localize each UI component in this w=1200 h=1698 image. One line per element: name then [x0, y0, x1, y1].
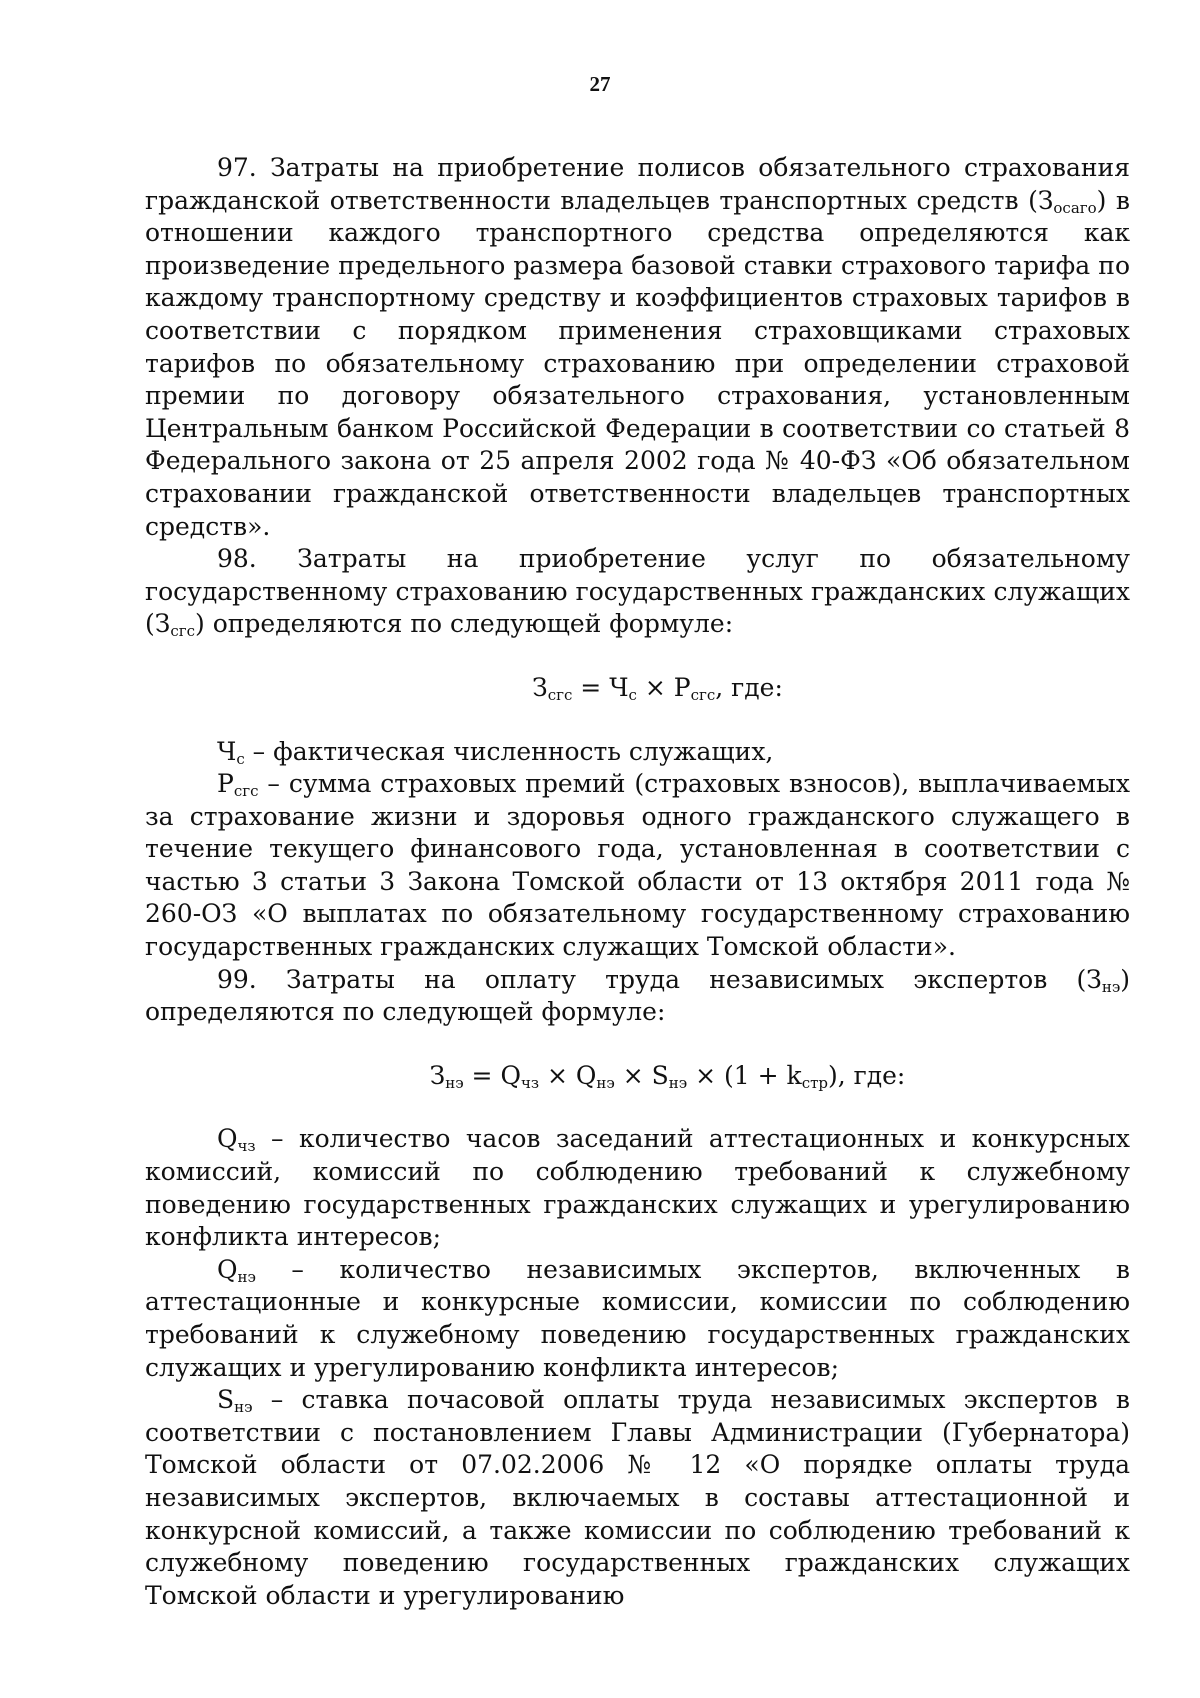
formula-zsgs — [145, 672, 1130, 705]
p98-text-end: ) определяются по следующей формуле: — [195, 609, 734, 639]
formula2-term: × S — [614, 1060, 669, 1090]
formula1-subscript: сгс — [690, 685, 716, 704]
def-subscript: сгс — [233, 782, 259, 801]
p97-text-start: 97. Затраты на приобретение полисов обязательного страхования гражданской ответственности владельцев транспортных средств (З — [145, 153, 1130, 215]
def-symbol: Q — [217, 1124, 238, 1154]
paragraph-98 — [145, 543, 1130, 641]
formula1-term: З — [532, 672, 548, 702]
formula1-subscript: с — [628, 685, 637, 704]
def-symbol: Р — [217, 769, 234, 799]
formula-zne — [145, 1060, 1130, 1093]
p99-text-start: 99. Затраты на оплату труда независимых экспертов (З — [217, 964, 1102, 994]
def-subscript: нэ — [237, 1267, 256, 1286]
def-symbol: Ч — [217, 736, 237, 766]
def-text: – сумма страховых премий (страховых взносов), выплачиваемых за страхование жизни и здоровья одного гражданского служащего в течение текущего финансового года, установленная в соответствии с частью 3 статьи 3 Закона Томской области от 13 октября 2011 года № 260-ОЗ «О выплатах по обязательному государственному страхованию государственных гражданских служащих Томской области». — [145, 769, 1130, 962]
p98-subscript: сгс — [170, 622, 196, 641]
definition-chs — [145, 736, 1130, 769]
definition-qchz — [145, 1123, 1130, 1253]
p97-subscript: осаго — [1053, 198, 1097, 217]
formula2-term: З — [429, 1060, 446, 1090]
p97-text-end: ) в отношении каждого транспортного средства определяются как произведение предельного размера базовой ставки страхового тарифа по каждому транспортному средству и коэффициентов страховых тарифов в соответствии с порядком применения страховщиками страховых тарифов по обязательному страхованию при определении страховой премии по договору обязательного страхования, установленным Центральным банком Российской Федерации в соответствии со статьей 8 Федерального закона от 25 апреля 2002 года № 40-ФЗ «Об обязательном страховании гражданской ответственности владельцев транспортных средств». — [145, 185, 1130, 541]
definition-rsgs — [145, 768, 1130, 964]
formula2-term: × Q — [539, 1060, 597, 1090]
document-body — [145, 152, 1130, 1612]
def-text: – ставка почасовой оплаты труда независимых экспертов в соответствии с постановлением Главы Администрации (Губернатора) Томской области от 07.02.2006 № 12 «О порядке оплаты труда независимых экспертов, включаемых в составы аттестационной и конкурсной комиссий, а также комиссии по соблюдению требований к служебному поведению государственных гражданских служащих Томской области и урегулированию — [145, 1385, 1130, 1610]
formula2-subscript: нэ — [668, 1073, 688, 1092]
formula2-term: = Q — [463, 1060, 521, 1090]
formula1-term: , где: — [715, 672, 783, 702]
formula2-subscript: нэ — [596, 1073, 615, 1092]
def-subscript: чз — [237, 1137, 256, 1156]
def-text: – количество независимых экспертов, включенных в аттестационные и конкурсные комиссии, комиссии по соблюдению требований к служебному поведению государственных гражданских служащих и урегулированию конфликта интересов; — [145, 1254, 1130, 1382]
p98-text-start: 98. Затраты на приобретение услуг по обязательному государственному страхованию государственных гражданских служащих (З — [145, 544, 1130, 639]
p99-text-end: ) определяются по следующей формуле: — [145, 964, 1130, 1027]
formula2-subscript: нэ — [445, 1073, 464, 1092]
paragraph-97 — [145, 152, 1130, 543]
formula2-subscript: стр — [801, 1073, 828, 1092]
def-subscript: нэ — [234, 1398, 253, 1417]
p99-subscript: нэ — [1101, 977, 1121, 996]
def-text: – фактическая численность служащих, — [244, 736, 774, 766]
definition-sne — [145, 1384, 1130, 1612]
formula1-term: × Р — [636, 672, 691, 702]
def-symbol: S — [217, 1385, 235, 1415]
formula1-subscript: сгс — [547, 685, 573, 704]
formula1-term: = Ч — [572, 672, 629, 702]
def-symbol: Q — [217, 1254, 238, 1284]
formula2-term: × (1 + k — [687, 1060, 802, 1090]
paragraph-99 — [145, 964, 1130, 1029]
definition-qne — [145, 1254, 1130, 1384]
def-subscript: с — [236, 749, 245, 768]
formula2-term: ), где: — [828, 1060, 906, 1090]
def-text: – количество часов заседаний аттестационных и конкурсных комиссий, комиссий по соблюдению требований к служебному поведению государственных гражданских служащих и урегулированию конфликта интересов; — [145, 1124, 1130, 1252]
formula2-subscript: чз — [520, 1073, 540, 1092]
page-number: 27 — [589, 72, 611, 96]
